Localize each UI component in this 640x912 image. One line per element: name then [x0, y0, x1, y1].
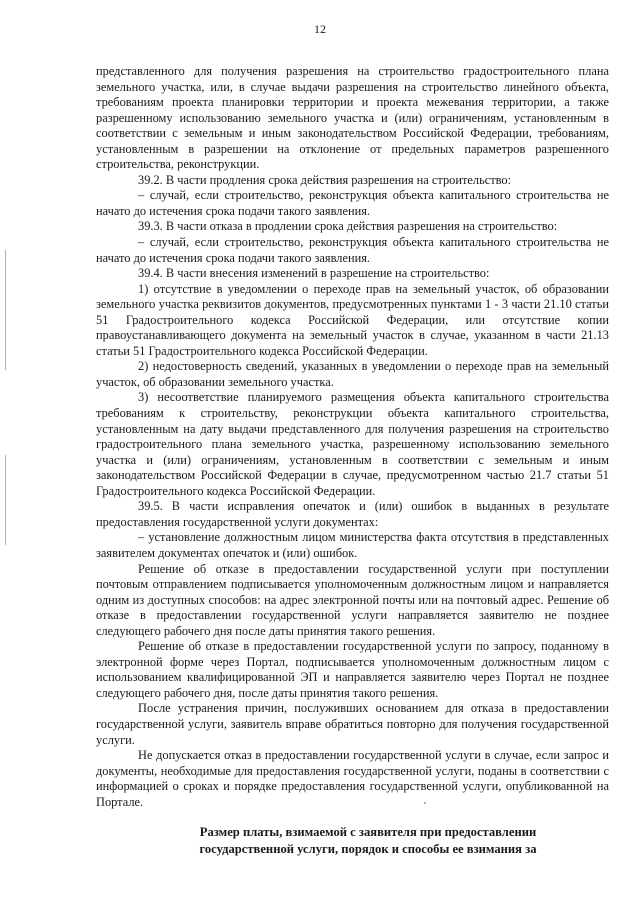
paragraph: – случай, если строительство, реконструкция объекта капитального строительства не начато до истечения срока подачи такого заявления.: [96, 235, 609, 265]
paragraph: 2) недостоверность сведений, указанных в уведомлении о переходе прав на земельный участок, об образовании земельного участка.: [96, 359, 609, 389]
paragraph: 3) несоответствие планируемого размещения объекта капитального строительства требованиям к строительству, реконструкции объекта капитального строительства, установленным на дату выдачи представленного для получения разрешения на строительство градостроительного плана земельного участка, разрешенному использованию земельного участка и (или) ограничениям, установленным в соответствии с земельным и иным законодательством Российской Федерации в случае, предусмотренном частью 21.7 статьи 51 Градостроительного кодекса Российской Федерации.: [96, 390, 609, 498]
paragraph: 39.4. В части внесения изменений в разрешение на строительство:: [138, 266, 490, 281]
scan-edge-mark: [5, 250, 6, 370]
paragraph: – установление должностным лицом министерства факта отсутствия в представленных заявителем документах опечаток и (или) ошибок.: [96, 530, 609, 560]
document-body: [96, 64, 609, 810]
paragraph: 39.3. В части отказа в продлении срока действия разрешения на строительство:: [138, 219, 558, 234]
paragraph: 39.2. В части продления срока действия разрешения на строительство:: [138, 172, 512, 187]
paragraph: представленного для получения разрешения на строительство градостроительного плана земельного участка, или, в случае выдачи разрешения на строительство линейного объекта, требованиям проекта планировки территории и проекта межевания территории, а также разрешенному использованию земельного участка и (или) ограничениям, установленным в соответствии с земельным и иным законодательством Российской Федерации, требованиям, установленным в разрешении на отклонение от предельных параметров разрешенного строительства, реконструкции.: [96, 64, 609, 172]
section-heading-line: Размер платы, взимаемой с заявителя при предоставлении: [199, 825, 537, 839]
page-number: 12: [314, 22, 326, 36]
paragraph: Решение об отказе в предоставлении государственной услуги при поступлении почтовым отправлением подписывается уполномоченным должностным лицом и направляется одним из доступных способов: на адрес электронной почты или на почтовый адрес. Решение об отказе в предоставлении государственной услуги направляется заявителю не позднее следующего рабочего дня после даты принятия такого решения.: [96, 561, 609, 638]
scan-edge-mark: [5, 455, 6, 545]
paragraph: После устранения причин, послуживших основанием для отказа в предоставлении государственной услуги, заявитель вправе обратиться повторно для получения государственной услуги.: [96, 701, 609, 747]
paragraph: – случай, если строительство, реконструкция объекта капитального строительства не начато до истечения срока подачи такого заявления.: [96, 188, 609, 218]
section-heading-line: государственной услуги, порядок и способы ее взимания за: [199, 842, 537, 856]
paragraph: 39.5. В части исправления опечаток и (или) ошибок в выданных в результате предоставления государственной услуги документах:: [96, 499, 609, 529]
paragraph: 1) отсутствие в уведомлении о переходе прав на земельный участок, об образовании земельного участка реквизитов документов, предусмотренных пунктами 1 - 3 части 21.10 статьи 51 Градостроительного кодекса Российской Федерации, или отсутствие копии правоустанавливающего документа на земельный участок в случае, указанном в части 21.13 статьи 51 Градостроительного кодекса Российской Федерации.: [96, 281, 609, 358]
paragraph: Решение об отказе в предоставлении государственной услуги по запросу, поданному в электронной форме через Портал, подписывается уполномоченным должностным лицом с использованием квалифицированной ЭП и направляется заявителю через Портал не позднее следующего рабочего дня, после даты принятия такого решения.: [96, 639, 609, 700]
paragraph: Не допускается отказ в предоставлении государственной услуги в случае, если запрос и документы, необходимые для предоставления государственной услуги, поданы в соответствии с информацией о сроках и порядке предоставления государственной услуги, опубликованной на Портале.: [96, 748, 609, 809]
section-heading: [96, 824, 640, 858]
